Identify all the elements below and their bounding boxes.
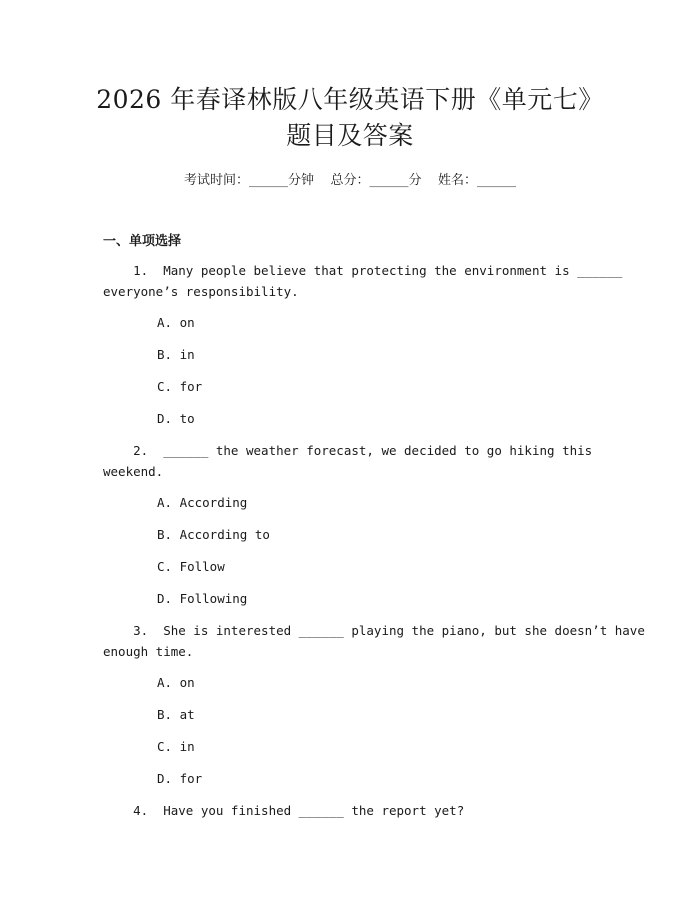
question-2-line-2: weekend. (103, 464, 164, 479)
question-2-option-b: B. According to (157, 527, 270, 542)
question-4-line-1: 4. Have you finished ______ the report yet? (103, 803, 465, 818)
exam-meta-info: 考试时间：______分钟 总分：______分 姓名：______ (183, 173, 517, 188)
question-3-option-c: C. in (157, 739, 195, 754)
question-1-line-2: everyone’s responsibility. (103, 284, 299, 299)
question-3-option-d: D. for (157, 771, 203, 786)
question-1-option-c: C. for (157, 379, 203, 394)
question-1-option-d: D. to (157, 411, 195, 426)
question-3-option-a: A. on (157, 675, 195, 690)
question-1-option-b: B. in (157, 347, 195, 362)
question-2-option-a: A. According (157, 495, 248, 510)
question-1-line-1: 1. Many people believe that protecting the environment is ______ (103, 263, 623, 278)
question-1-option-a: A. on (157, 315, 195, 330)
title-line-1: 2026 年春译林版八年级英语下册《单元七》 (96, 85, 604, 114)
question-3-line-2: enough time. (103, 644, 194, 659)
title-line-2: 题目及答案 (286, 121, 414, 150)
question-2-option-c: C. Follow (157, 559, 225, 574)
question-2-line-1: 2. ______ the weather forecast, we decided to go hiking this (103, 443, 593, 458)
question-2-option-d: D. Following (157, 591, 248, 606)
question-3-line-1: 3. She is interested ______ playing the piano, but she doesn’t have (103, 623, 645, 638)
question-3-option-b: B. at (157, 707, 195, 722)
section-heading: 一、单项选择 (103, 234, 182, 249)
